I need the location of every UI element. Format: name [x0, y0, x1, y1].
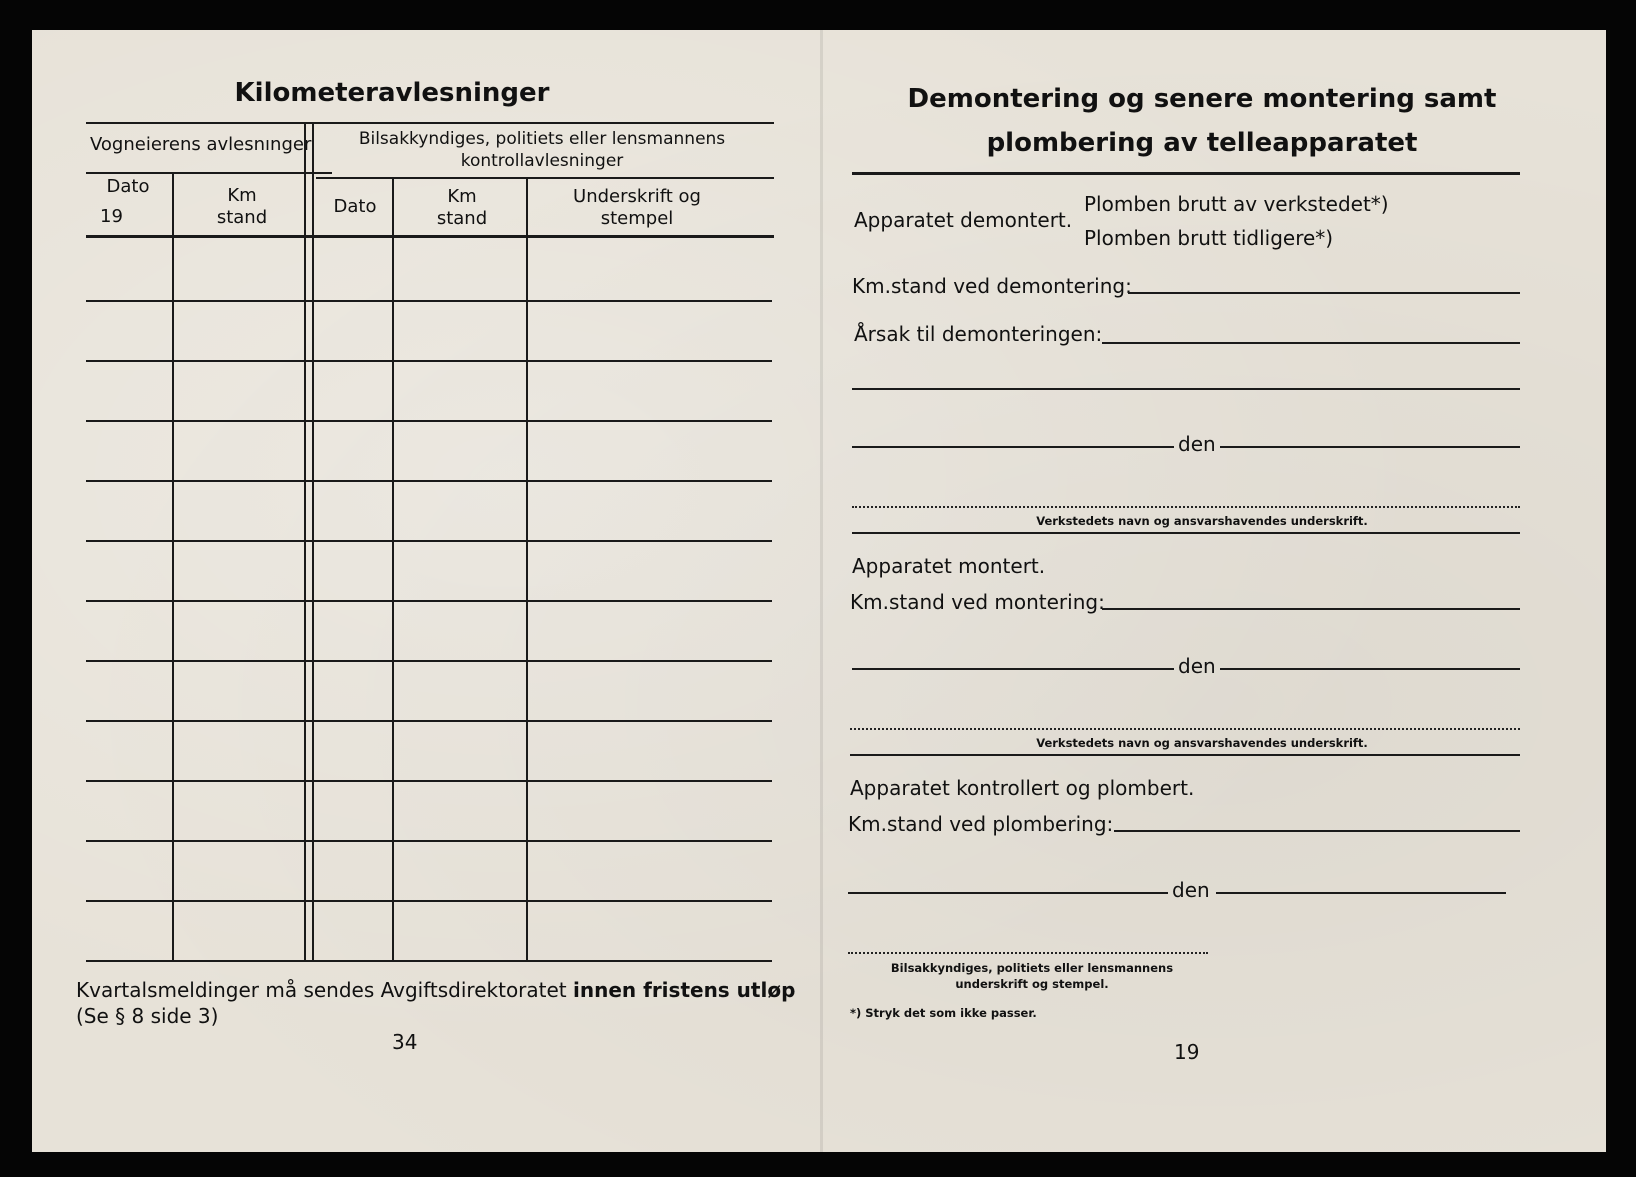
- controlled-sealed-label: Apparatet kontrollert og plombert.: [850, 776, 1195, 800]
- table-row-line: [86, 960, 772, 962]
- table-row-line: [86, 300, 772, 302]
- table-row-line: [86, 660, 772, 662]
- km-column-header: Km stand: [216, 185, 268, 228]
- date-prefix-label: den: [1178, 432, 1216, 456]
- table-top-rule: [86, 122, 774, 124]
- km-at-sealing-line: [1114, 830, 1520, 832]
- left-page: [32, 30, 822, 1152]
- place-line: [848, 892, 1168, 894]
- section-rule: [852, 532, 1520, 534]
- table-row-line: [86, 540, 772, 542]
- inspector-signature-caption: Bilsakkyndiges, politiets eller lensmannens underskrift og stempel.: [890, 961, 1174, 991]
- table-row-line: [86, 720, 772, 722]
- km-at-sealing-label: Km.stand ved plombering:: [848, 812, 1114, 836]
- column-divider: [172, 174, 174, 962]
- signature-column-header: Underskrift og stempel: [573, 186, 701, 229]
- control-subheader-rule: [316, 177, 774, 179]
- dismount-reason-line: [1102, 342, 1520, 344]
- workshop-signature-caption: Verkstedets navn og ansvarshavendes underskrift.: [1036, 514, 1368, 528]
- right-page-title-line2: plombering av telleapparatet: [986, 128, 1418, 158]
- date-line: [1216, 892, 1506, 894]
- left-page-number: 34: [392, 1030, 418, 1054]
- year-prefix: 19: [100, 206, 123, 227]
- seal-broken-earlier: Plomben brutt tidligere*): [1084, 226, 1334, 250]
- table-row-line: [86, 900, 772, 902]
- dismount-reason-label: Årsak til demonteringen:: [854, 322, 1103, 346]
- km-at-mount-label: Km.stand ved montering:: [850, 590, 1105, 614]
- section-rule: [850, 754, 1520, 756]
- column-divider: [392, 179, 394, 962]
- date-line: [1220, 446, 1520, 448]
- km-at-dismount-line: [1128, 292, 1520, 294]
- table-row-line: [86, 480, 772, 482]
- place-line: [852, 668, 1174, 670]
- km-at-dismount-label: Km.stand ved demontering:: [852, 274, 1132, 298]
- section-reference: (Se § 8 side 3): [76, 1004, 219, 1028]
- date-column-header: Dato: [106, 176, 150, 197]
- table-row-line: [86, 600, 772, 602]
- table-header-bottom-rule: [86, 235, 774, 238]
- right-page: [822, 30, 1606, 1152]
- dismount-reason-line-2: [852, 388, 1520, 390]
- table-row-line: [86, 840, 772, 842]
- km-at-mount-line: [1102, 608, 1520, 610]
- table-row-line: [86, 360, 772, 362]
- dismounted-label: Apparatet demontert.: [854, 208, 1073, 232]
- inspector-signature-line: [848, 952, 1208, 954]
- owner-subheader-rule: [86, 172, 332, 174]
- owner-readings-header: Vogneierens avlesnınger: [90, 134, 312, 155]
- paper-spread: [32, 30, 1606, 1152]
- column-divider: [526, 179, 528, 962]
- seal-broken-workshop: Plomben brutt av verkstedet*): [1084, 192, 1389, 216]
- right-page-title-line1: Demontering og senere montering samt: [907, 84, 1497, 114]
- title-rule: [852, 172, 1520, 175]
- control-km-column-header: Km stand: [436, 186, 488, 229]
- date-prefix-label: den: [1178, 654, 1216, 678]
- workshop-signature-line: [850, 728, 1520, 730]
- workshop-signature-caption: Verkstedets navn og ansvarshavendes underskrift.: [1036, 736, 1368, 750]
- control-readings-header: Bilsakkyndiges, politiets eller lensmannens kontrollavlesninger: [358, 129, 726, 171]
- column-divider: [304, 124, 306, 962]
- place-line: [852, 446, 1174, 448]
- control-date-column-header: Dato: [333, 196, 377, 217]
- workshop-signature-line: [852, 506, 1520, 508]
- table-row-line: [86, 780, 772, 782]
- table-row-line: [86, 420, 772, 422]
- footnote: *) Stryk det som ikke passer.: [850, 1006, 1037, 1020]
- quarterly-report-notice: Kvartalsmeldinger må sendes Avgiftsdirektoratet innen fristens utløp: [76, 978, 796, 1002]
- column-divider: [312, 124, 314, 962]
- right-page-number: 19: [1174, 1040, 1200, 1064]
- date-line: [1220, 668, 1520, 670]
- mounted-label: Apparatet montert.: [852, 554, 1046, 578]
- left-page-title: Kilometeravlesninger: [234, 78, 550, 108]
- date-prefix-label: den: [1172, 878, 1210, 902]
